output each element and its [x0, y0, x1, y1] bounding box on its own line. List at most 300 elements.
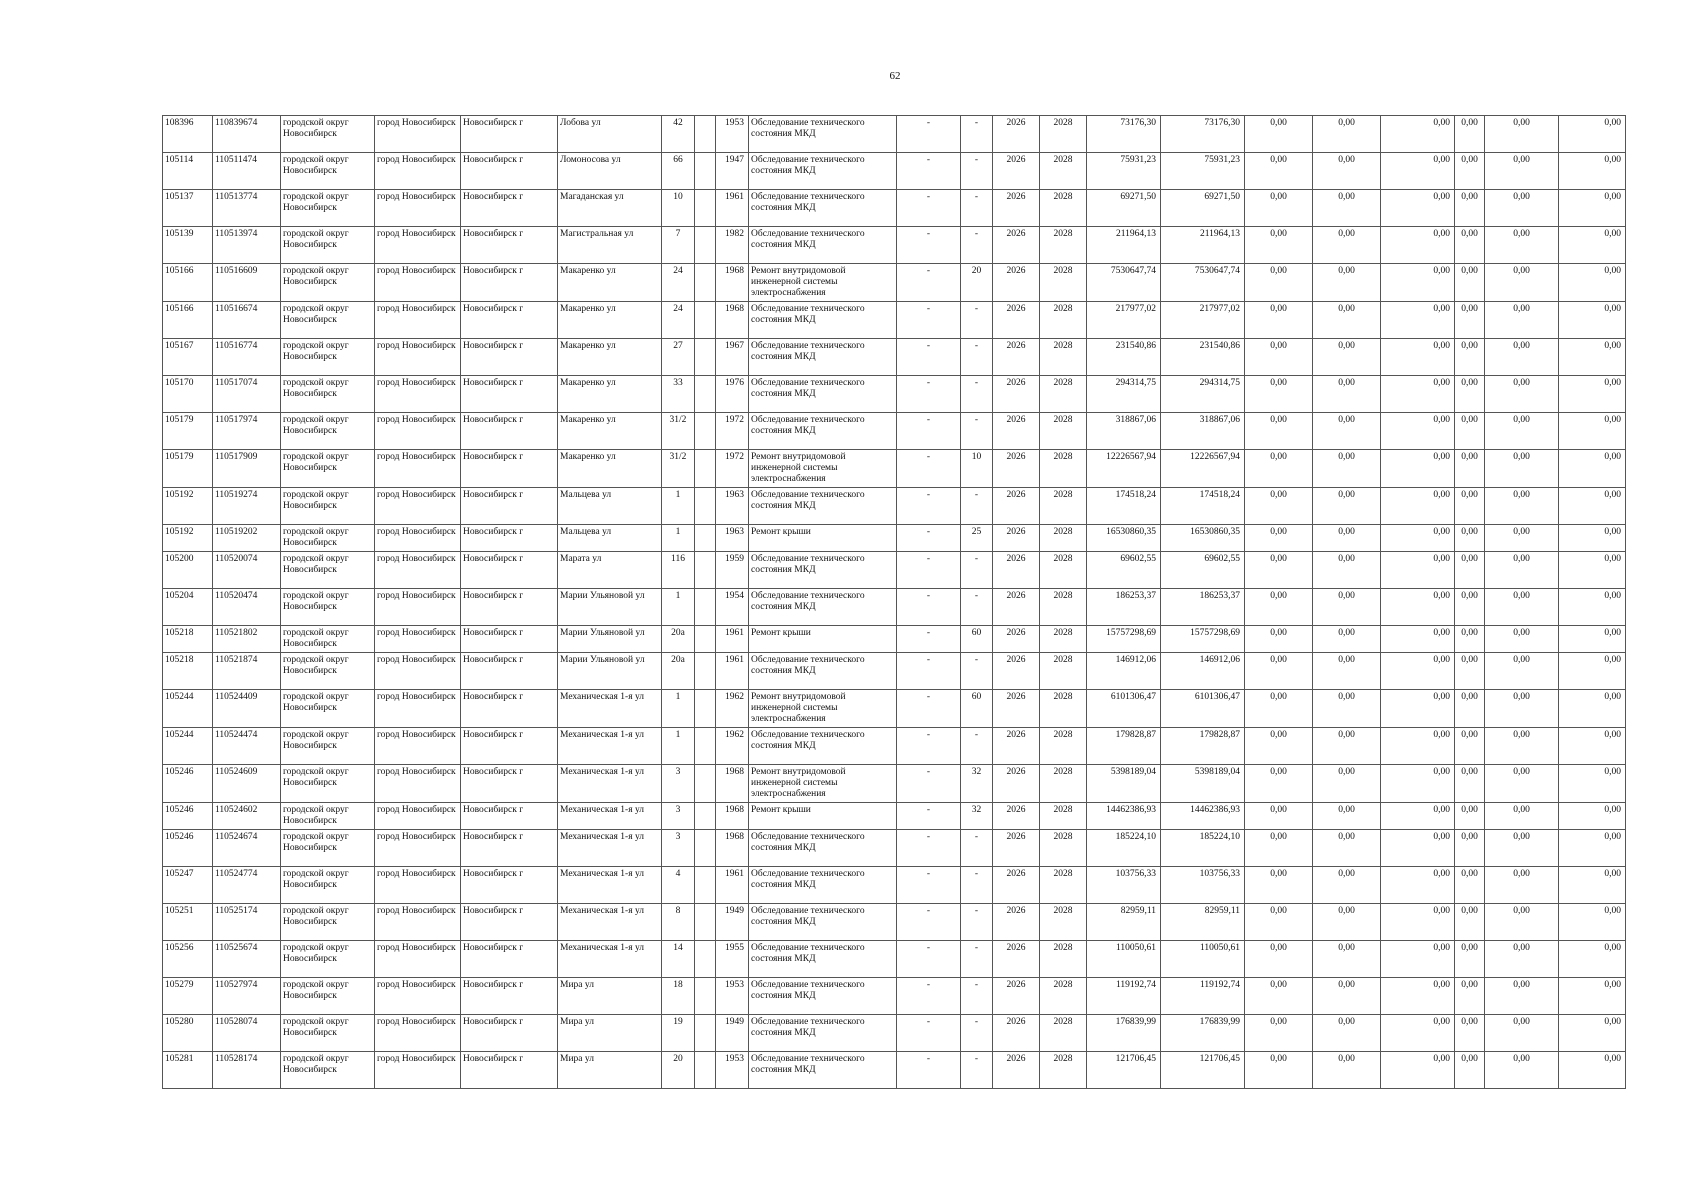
- cell-street: Макаренко ул: [558, 376, 662, 413]
- cell-empty: [695, 830, 716, 867]
- cell-id: 105179: [163, 450, 213, 488]
- cell-v3: 0,00: [1381, 116, 1455, 153]
- cell-district: городской округ Новосибирск: [281, 525, 375, 552]
- cell-v3: 0,00: [1381, 413, 1455, 450]
- cell-v1: 0,00: [1245, 525, 1313, 552]
- cell-settlement: город Новосибирск: [375, 589, 461, 626]
- cell-district: городской округ Новосибирск: [281, 153, 375, 190]
- cell-y-from: 2026: [993, 728, 1040, 765]
- cell-v6: 0,00: [1559, 190, 1626, 227]
- cell-code: 110516609: [213, 264, 281, 302]
- cell-v2: 0,00: [1313, 941, 1381, 978]
- cell-y-to: 2028: [1040, 413, 1087, 450]
- cell-fund: 82959,11: [1161, 904, 1245, 941]
- cell-y-from: 2026: [993, 1015, 1040, 1052]
- cell-y-to: 2028: [1040, 552, 1087, 589]
- cell-y-from: 2026: [993, 413, 1040, 450]
- cell-code: 110527974: [213, 978, 281, 1015]
- cell-v6: 0,00: [1559, 1052, 1626, 1089]
- cell-d2: -: [961, 552, 993, 589]
- cell-code: 110525674: [213, 941, 281, 978]
- cell-id: 105246: [163, 803, 213, 830]
- cell-v1: 0,00: [1245, 1052, 1313, 1089]
- cell-house: 1: [662, 690, 695, 728]
- cell-code: 110517074: [213, 376, 281, 413]
- cell-v2: 0,00: [1313, 803, 1381, 830]
- cell-y-to: 2028: [1040, 153, 1087, 190]
- cell-v3: 0,00: [1381, 803, 1455, 830]
- cell-city: Новосибирск г: [461, 589, 558, 626]
- cell-v3: 0,00: [1381, 339, 1455, 376]
- cell-year: 1976: [716, 376, 749, 413]
- cell-total: 119192,74: [1087, 978, 1161, 1015]
- cell-settlement: город Новосибирск: [375, 867, 461, 904]
- cell-d1: -: [897, 413, 961, 450]
- cell-house: 20а: [662, 626, 695, 653]
- cell-total: 217977,02: [1087, 302, 1161, 339]
- cell-city: Новосибирск г: [461, 728, 558, 765]
- cell-code: 110524774: [213, 867, 281, 904]
- cell-v2: 0,00: [1313, 978, 1381, 1015]
- cell-total: 15757298,69: [1087, 626, 1161, 653]
- cell-d1: -: [897, 116, 961, 153]
- cell-d1: -: [897, 525, 961, 552]
- cell-total: 82959,11: [1087, 904, 1161, 941]
- cell-house: 116: [662, 552, 695, 589]
- cell-city: Новосибирск г: [461, 339, 558, 376]
- cell-v4: 0,00: [1455, 626, 1485, 653]
- cell-code: 110511474: [213, 153, 281, 190]
- cell-v4: 0,00: [1455, 413, 1485, 450]
- cell-v2: 0,00: [1313, 626, 1381, 653]
- cell-y-from: 2026: [993, 1052, 1040, 1089]
- cell-code: 110520074: [213, 552, 281, 589]
- cell-v2: 0,00: [1313, 867, 1381, 904]
- cell-d1: -: [897, 153, 961, 190]
- cell-empty: [695, 339, 716, 376]
- cell-house: 42: [662, 116, 695, 153]
- cell-street: Механическая 1-я ул: [558, 728, 662, 765]
- cell-empty: [695, 552, 716, 589]
- cell-v6: 0,00: [1559, 941, 1626, 978]
- cell-d2: -: [961, 941, 993, 978]
- cell-work: Обследование технического состояния МКД: [749, 830, 897, 867]
- cell-id: 105256: [163, 941, 213, 978]
- cell-v3: 0,00: [1381, 488, 1455, 525]
- cell-v1: 0,00: [1245, 302, 1313, 339]
- cell-y-from: 2026: [993, 867, 1040, 904]
- cell-empty: [695, 153, 716, 190]
- cell-district: городской округ Новосибирск: [281, 626, 375, 653]
- cell-d2: -: [961, 339, 993, 376]
- cell-city: Новосибирск г: [461, 116, 558, 153]
- cell-v6: 0,00: [1559, 803, 1626, 830]
- cell-id: 105192: [163, 525, 213, 552]
- cell-code: 110513974: [213, 227, 281, 264]
- cell-v2: 0,00: [1313, 653, 1381, 690]
- cell-empty: [695, 264, 716, 302]
- cell-v5: 0,00: [1485, 1015, 1559, 1052]
- cell-v5: 0,00: [1485, 227, 1559, 264]
- cell-v6: 0,00: [1559, 1015, 1626, 1052]
- cell-year: 1968: [716, 302, 749, 339]
- cell-street: Марии Ульяновой ул: [558, 653, 662, 690]
- cell-v3: 0,00: [1381, 626, 1455, 653]
- cell-city: Новосибирск г: [461, 803, 558, 830]
- cell-street: Механическая 1-я ул: [558, 803, 662, 830]
- cell-settlement: город Новосибирск: [375, 525, 461, 552]
- cell-v5: 0,00: [1485, 867, 1559, 904]
- cell-district: городской округ Новосибирск: [281, 690, 375, 728]
- cell-settlement: город Новосибирск: [375, 941, 461, 978]
- cell-empty: [695, 690, 716, 728]
- cell-fund: 110050,61: [1161, 941, 1245, 978]
- cell-d2: -: [961, 376, 993, 413]
- cell-street: Макаренко ул: [558, 302, 662, 339]
- cell-house: 24: [662, 302, 695, 339]
- cell-v1: 0,00: [1245, 190, 1313, 227]
- cell-v5: 0,00: [1485, 190, 1559, 227]
- cell-settlement: город Новосибирск: [375, 830, 461, 867]
- cell-v3: 0,00: [1381, 264, 1455, 302]
- cell-d1: -: [897, 302, 961, 339]
- cell-v5: 0,00: [1485, 690, 1559, 728]
- cell-v3: 0,00: [1381, 1015, 1455, 1052]
- cell-y-to: 2028: [1040, 1052, 1087, 1089]
- cell-y-from: 2026: [993, 116, 1040, 153]
- cell-d2: 32: [961, 803, 993, 830]
- cell-settlement: город Новосибирск: [375, 728, 461, 765]
- cell-work: Обследование технического состояния МКД: [749, 488, 897, 525]
- cell-id: 105251: [163, 904, 213, 941]
- cell-v4: 0,00: [1455, 488, 1485, 525]
- cell-v4: 0,00: [1455, 376, 1485, 413]
- cell-y-to: 2028: [1040, 765, 1087, 803]
- cell-v1: 0,00: [1245, 589, 1313, 626]
- cell-v1: 0,00: [1245, 653, 1313, 690]
- table-row: [163, 978, 1626, 1015]
- cell-v5: 0,00: [1485, 904, 1559, 941]
- cell-work: Ремонт внутридомовой инженерной системы электроснабжения: [749, 264, 897, 302]
- cell-d2: -: [961, 653, 993, 690]
- cell-empty: [695, 525, 716, 552]
- cell-id: 105192: [163, 488, 213, 525]
- cell-work: Обследование технического состояния МКД: [749, 227, 897, 264]
- cell-year: 1947: [716, 153, 749, 190]
- cell-street: Механическая 1-я ул: [558, 867, 662, 904]
- table-row: [163, 302, 1626, 339]
- cell-v4: 0,00: [1455, 302, 1485, 339]
- table-body: [163, 116, 1626, 1089]
- cell-code: 110524409: [213, 690, 281, 728]
- cell-district: городской округ Новосибирск: [281, 339, 375, 376]
- cell-y-to: 2028: [1040, 376, 1087, 413]
- cell-district: городской округ Новосибирск: [281, 589, 375, 626]
- cell-year: 1968: [716, 264, 749, 302]
- table-row: [163, 413, 1626, 450]
- cell-d1: -: [897, 589, 961, 626]
- cell-v5: 0,00: [1485, 941, 1559, 978]
- cell-id: 105166: [163, 264, 213, 302]
- cell-v2: 0,00: [1313, 227, 1381, 264]
- cell-v1: 0,00: [1245, 1015, 1313, 1052]
- cell-house: 19: [662, 1015, 695, 1052]
- table-row: [163, 904, 1626, 941]
- cell-city: Новосибирск г: [461, 765, 558, 803]
- cell-city: Новосибирск г: [461, 413, 558, 450]
- cell-fund: 6101306,47: [1161, 690, 1245, 728]
- table-row: [163, 830, 1626, 867]
- cell-work: Обследование технического состояния МКД: [749, 413, 897, 450]
- cell-street: Мальцева ул: [558, 525, 662, 552]
- cell-y-from: 2026: [993, 765, 1040, 803]
- cell-street: Механическая 1-я ул: [558, 830, 662, 867]
- cell-y-to: 2028: [1040, 867, 1087, 904]
- cell-year: 1959: [716, 552, 749, 589]
- cell-d1: -: [897, 190, 961, 227]
- cell-id: 105200: [163, 552, 213, 589]
- cell-id: 105137: [163, 190, 213, 227]
- cell-district: городской округ Новосибирск: [281, 190, 375, 227]
- cell-district: городской округ Новосибирск: [281, 867, 375, 904]
- cell-v2: 0,00: [1313, 552, 1381, 589]
- cell-year: 1961: [716, 867, 749, 904]
- cell-street: Механическая 1-я ул: [558, 765, 662, 803]
- cell-d1: -: [897, 450, 961, 488]
- cell-street: Магистральная ул: [558, 227, 662, 264]
- cell-v6: 0,00: [1559, 867, 1626, 904]
- cell-settlement: город Новосибирск: [375, 302, 461, 339]
- cell-v1: 0,00: [1245, 450, 1313, 488]
- cell-v5: 0,00: [1485, 339, 1559, 376]
- cell-house: 7: [662, 227, 695, 264]
- cell-settlement: город Новосибирск: [375, 190, 461, 227]
- cell-v5: 0,00: [1485, 728, 1559, 765]
- table-row: [163, 626, 1626, 653]
- cell-settlement: город Новосибирск: [375, 339, 461, 376]
- cell-v2: 0,00: [1313, 690, 1381, 728]
- cell-house: 1: [662, 525, 695, 552]
- cell-house: 1: [662, 589, 695, 626]
- cell-district: городской округ Новосибирск: [281, 413, 375, 450]
- cell-empty: [695, 653, 716, 690]
- cell-d1: -: [897, 653, 961, 690]
- cell-work: Ремонт внутридомовой инженерной системы электроснабжения: [749, 450, 897, 488]
- cell-fund: 217977,02: [1161, 302, 1245, 339]
- cell-id: 105280: [163, 1015, 213, 1052]
- cell-y-from: 2026: [993, 626, 1040, 653]
- cell-v4: 0,00: [1455, 1015, 1485, 1052]
- cell-y-to: 2028: [1040, 653, 1087, 690]
- cell-v1: 0,00: [1245, 803, 1313, 830]
- table-row: [163, 589, 1626, 626]
- cell-id: 105204: [163, 589, 213, 626]
- cell-empty: [695, 450, 716, 488]
- cell-v6: 0,00: [1559, 116, 1626, 153]
- cell-y-from: 2026: [993, 904, 1040, 941]
- table-row: [163, 264, 1626, 302]
- cell-house: 3: [662, 803, 695, 830]
- cell-work: Ремонт крыши: [749, 525, 897, 552]
- cell-empty: [695, 867, 716, 904]
- cell-district: городской округ Новосибирск: [281, 552, 375, 589]
- cell-v1: 0,00: [1245, 904, 1313, 941]
- cell-code: 110519274: [213, 488, 281, 525]
- cell-settlement: город Новосибирск: [375, 488, 461, 525]
- cell-d1: -: [897, 978, 961, 1015]
- cell-empty: [695, 116, 716, 153]
- table-row: [163, 376, 1626, 413]
- cell-v1: 0,00: [1245, 978, 1313, 1015]
- cell-v1: 0,00: [1245, 941, 1313, 978]
- cell-v4: 0,00: [1455, 803, 1485, 830]
- cell-id: 105139: [163, 227, 213, 264]
- cell-y-to: 2028: [1040, 264, 1087, 302]
- cell-y-from: 2026: [993, 450, 1040, 488]
- table-row: [163, 867, 1626, 904]
- cell-city: Новосибирск г: [461, 302, 558, 339]
- cell-y-from: 2026: [993, 941, 1040, 978]
- cell-v3: 0,00: [1381, 376, 1455, 413]
- cell-fund: 15757298,69: [1161, 626, 1245, 653]
- cell-fund: 119192,74: [1161, 978, 1245, 1015]
- cell-city: Новосибирск г: [461, 1052, 558, 1089]
- cell-district: городской округ Новосибирск: [281, 450, 375, 488]
- cell-v5: 0,00: [1485, 116, 1559, 153]
- cell-v4: 0,00: [1455, 728, 1485, 765]
- cell-total: 73176,30: [1087, 116, 1161, 153]
- cell-v6: 0,00: [1559, 765, 1626, 803]
- cell-v2: 0,00: [1313, 450, 1381, 488]
- cell-work: Обследование технического состояния МКД: [749, 1015, 897, 1052]
- cell-fund: 174518,24: [1161, 488, 1245, 525]
- cell-d2: -: [961, 589, 993, 626]
- cell-y-to: 2028: [1040, 904, 1087, 941]
- cell-y-to: 2028: [1040, 339, 1087, 376]
- cell-year: 1972: [716, 413, 749, 450]
- cell-house: 1: [662, 488, 695, 525]
- cell-v1: 0,00: [1245, 830, 1313, 867]
- cell-code: 110839674: [213, 116, 281, 153]
- cell-work: Обследование технического состояния МКД: [749, 116, 897, 153]
- table-row: [163, 227, 1626, 264]
- cell-total: 294314,75: [1087, 376, 1161, 413]
- cell-v1: 0,00: [1245, 413, 1313, 450]
- table-row: [163, 803, 1626, 830]
- cell-district: городской округ Новосибирск: [281, 978, 375, 1015]
- cell-year: 1961: [716, 190, 749, 227]
- cell-street: Ломоносова ул: [558, 153, 662, 190]
- cell-y-from: 2026: [993, 978, 1040, 1015]
- cell-total: 231540,86: [1087, 339, 1161, 376]
- cell-v3: 0,00: [1381, 227, 1455, 264]
- table-row: [163, 488, 1626, 525]
- cell-v6: 0,00: [1559, 339, 1626, 376]
- cell-v3: 0,00: [1381, 941, 1455, 978]
- cell-d2: -: [961, 978, 993, 1015]
- cell-v6: 0,00: [1559, 589, 1626, 626]
- cell-city: Новосибирск г: [461, 153, 558, 190]
- cell-work: Обследование технического состояния МКД: [749, 1052, 897, 1089]
- cell-v5: 0,00: [1485, 376, 1559, 413]
- cell-empty: [695, 227, 716, 264]
- cell-v5: 0,00: [1485, 302, 1559, 339]
- cell-y-from: 2026: [993, 525, 1040, 552]
- cell-d2: -: [961, 830, 993, 867]
- cell-empty: [695, 376, 716, 413]
- cell-d1: -: [897, 552, 961, 589]
- cell-v2: 0,00: [1313, 302, 1381, 339]
- cell-total: 121706,45: [1087, 1052, 1161, 1089]
- cell-d2: 20: [961, 264, 993, 302]
- cell-v1: 0,00: [1245, 376, 1313, 413]
- table-row: [163, 690, 1626, 728]
- cell-v4: 0,00: [1455, 552, 1485, 589]
- table-row: [163, 552, 1626, 589]
- cell-district: городской округ Новосибирск: [281, 941, 375, 978]
- cell-work: Обследование технического состояния МКД: [749, 867, 897, 904]
- cell-d1: -: [897, 728, 961, 765]
- cell-d2: 10: [961, 450, 993, 488]
- cell-v6: 0,00: [1559, 450, 1626, 488]
- cell-v6: 0,00: [1559, 264, 1626, 302]
- cell-year: 1963: [716, 525, 749, 552]
- cell-total: 179828,87: [1087, 728, 1161, 765]
- cell-house: 27: [662, 339, 695, 376]
- cell-v5: 0,00: [1485, 413, 1559, 450]
- cell-d2: -: [961, 227, 993, 264]
- cell-street: Макаренко ул: [558, 339, 662, 376]
- cell-v3: 0,00: [1381, 728, 1455, 765]
- cell-house: 10: [662, 190, 695, 227]
- cell-empty: [695, 1052, 716, 1089]
- cell-v4: 0,00: [1455, 941, 1485, 978]
- cell-v5: 0,00: [1485, 830, 1559, 867]
- cell-d2: -: [961, 413, 993, 450]
- cell-total: 69271,50: [1087, 190, 1161, 227]
- cell-v5: 0,00: [1485, 264, 1559, 302]
- cell-district: городской округ Новосибирск: [281, 302, 375, 339]
- cell-settlement: город Новосибирск: [375, 765, 461, 803]
- table-row: [163, 941, 1626, 978]
- cell-total: 146912,06: [1087, 653, 1161, 690]
- cell-id: 105170: [163, 376, 213, 413]
- cell-d1: -: [897, 830, 961, 867]
- cell-v4: 0,00: [1455, 339, 1485, 376]
- cell-id: 105246: [163, 765, 213, 803]
- cell-work: Обследование технического состояния МКД: [749, 653, 897, 690]
- cell-v2: 0,00: [1313, 904, 1381, 941]
- cell-v3: 0,00: [1381, 1052, 1455, 1089]
- cell-house: 1: [662, 728, 695, 765]
- cell-code: 110516774: [213, 339, 281, 376]
- cell-house: 8: [662, 904, 695, 941]
- cell-v3: 0,00: [1381, 153, 1455, 190]
- cell-total: 110050,61: [1087, 941, 1161, 978]
- cell-id: 105179: [163, 413, 213, 450]
- cell-v5: 0,00: [1485, 153, 1559, 190]
- cell-v2: 0,00: [1313, 190, 1381, 227]
- cell-y-from: 2026: [993, 376, 1040, 413]
- cell-city: Новосибирск г: [461, 904, 558, 941]
- cell-year: 1968: [716, 765, 749, 803]
- cell-fund: 185224,10: [1161, 830, 1245, 867]
- cell-v1: 0,00: [1245, 867, 1313, 904]
- cell-year: 1982: [716, 227, 749, 264]
- cell-settlement: город Новосибирск: [375, 413, 461, 450]
- cell-d2: 32: [961, 765, 993, 803]
- cell-fund: 211964,13: [1161, 227, 1245, 264]
